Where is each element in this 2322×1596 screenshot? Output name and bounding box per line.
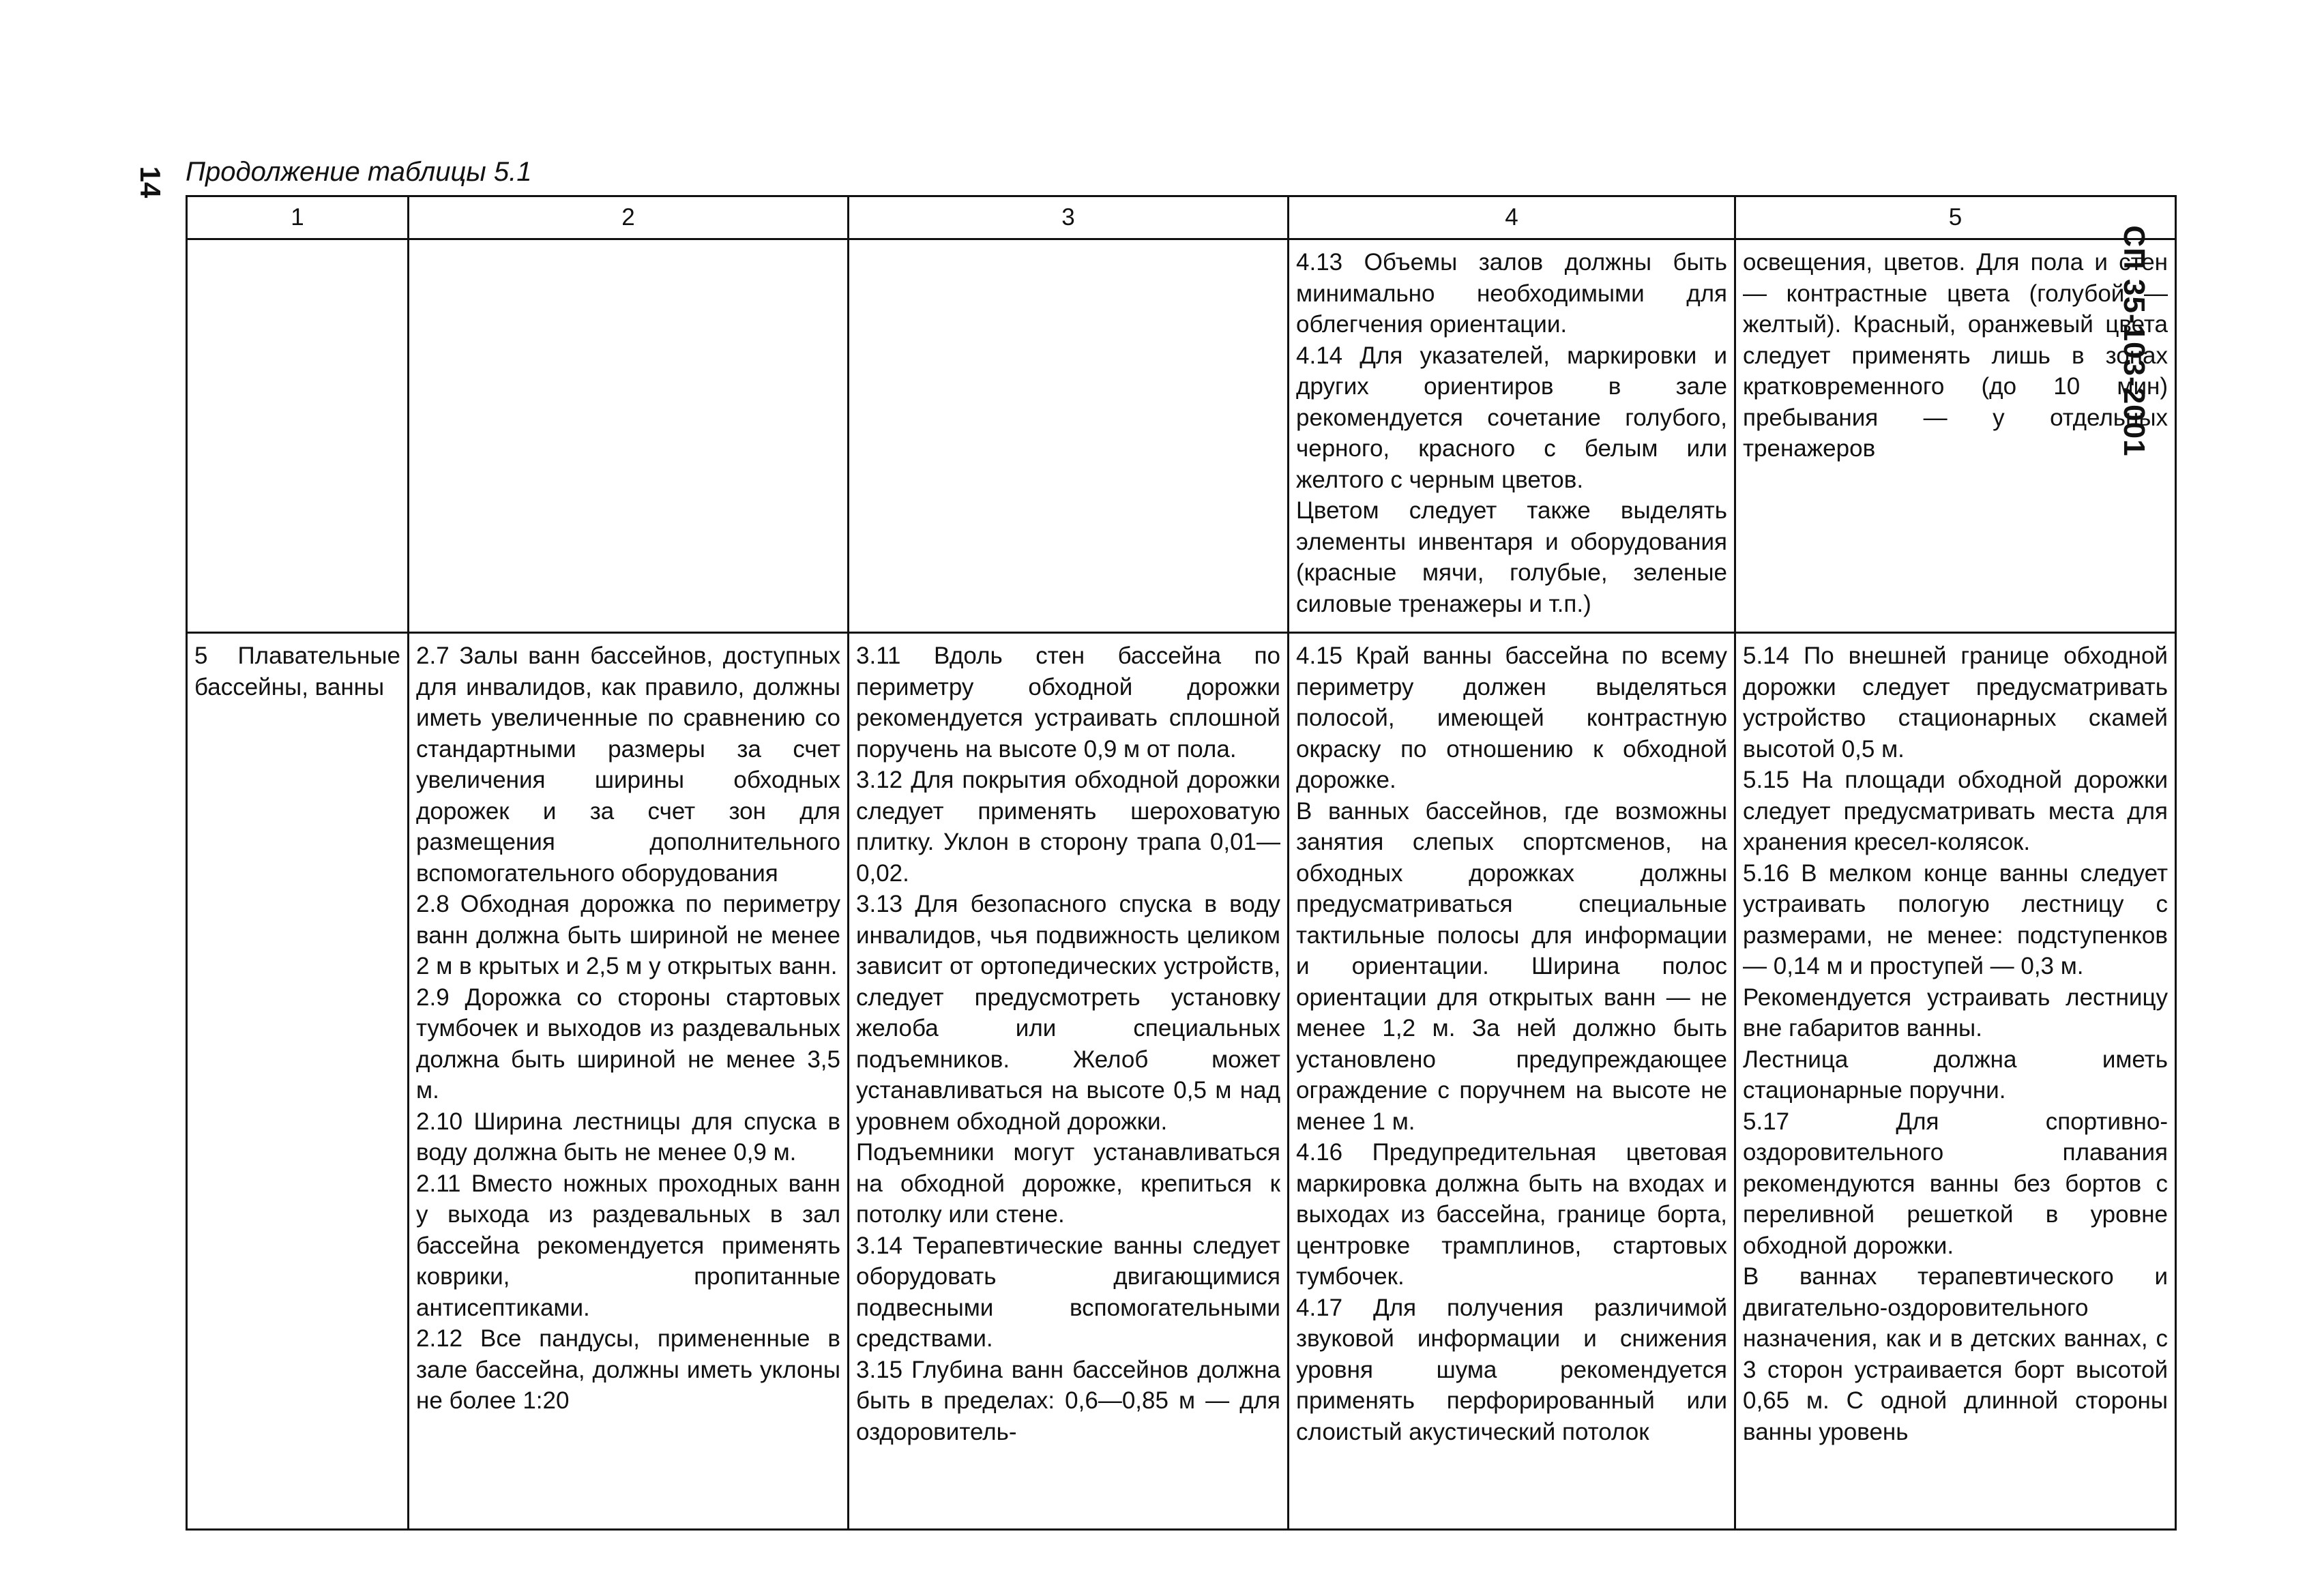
cell-paragraph: 4.17 Для получения различимой звуковой информации и снижения уровня шума рекомендуется применять перфорированный или слоистый акустический потолок <box>1296 1294 1727 1445</box>
cell-paragraph: 3.14 Терапевтические ванны следует оборудовать двигающимися подвесными вспомогательными средствами. <box>856 1232 1280 1352</box>
requirements-table <box>186 195 2177 1531</box>
cell-paragraph: 5 Плавательные бассейны, ванны <box>194 642 400 700</box>
cell-paragraph: 4.16 Предупредительная цветовая маркировка должна быть на входах и выходах из бассейна, границе борта, центровке трамплинов, стартовых тумбочек. <box>1296 1139 1727 1290</box>
cell-paragraph: 4.15 Край ванны бассейна по всему периметру должен выделяться полосой, имеющей контрастную окраску по отношению к обходной дорожке. <box>1296 642 1727 793</box>
table-cell <box>849 633 1289 1530</box>
table-cell <box>409 239 849 633</box>
table-continuation-title: Продолжение таблицы 5.1 <box>186 157 532 187</box>
header-cell-2: 2 <box>409 196 849 239</box>
table-cell <box>187 633 409 1530</box>
cell-paragraph: Лестница должна иметь стационарные поручни. <box>1743 1046 2168 1104</box>
table-cell <box>849 239 1289 633</box>
cell-paragraph: В ванных бассейнов, где возможны занятия слепых спортсменов, на обходных дорожках должны предусматриваться специальные тактильные полосы для информации и ориентации. Ширина полос ориентации для открытых ванн — не менее 1,2 м. За ней должно быть установлено предупреждающее ограждение с поручнем на высоте не менее 1 м. <box>1296 797 1727 1135</box>
cell-paragraph: 2.7 Залы ванн бассейнов, доступных для инвалидов, как правило, должны иметь увеличенные по сравнению со стандартными размеры за счет увеличения ширины обходных дорожек и за счет зон для размещения дополнительного вспомогательного оборудования <box>416 642 840 887</box>
cell-paragraph: 3.15 Глубина ванн бассейнов должна быть в пределах: 0,6—0,85 м — для оздоровитель- <box>856 1356 1280 1445</box>
cell-paragraph: В ваннах терапевтического и двигательно-оздоровительного назначения, как и в детских ваннах, с 3 сторон устраивается борт высотой 0,65 м. С одной длинной стороны ванны уровень <box>1743 1263 2168 1445</box>
cell-paragraph: 2.10 Ширина лестницы для спуска в воду должна быть не менее 0,9 м. <box>416 1108 840 1166</box>
cell-paragraph: 3.11 Вдоль стен бассейна по периметру обходной дорожки рекомендуется устраивать сплошной поручень на высоте 0,9 м от пола. <box>856 642 1280 763</box>
cell-paragraph: 5.17 Для спортивно-оздоровительного плавания рекомендуются ванны без бортов с переливной решеткой в уровне обходной дорожки. <box>1743 1108 2168 1259</box>
cell-paragraph: освещения, цветов. Для пола и стен — контрастные цвета (голубой — желтый). Красный, оранжевый цвета следует применять лишь в зонах кратковременного (до 10 мин) пребывания — у отдельных тренажеров <box>1743 249 2168 462</box>
header-cell-4: 4 <box>1289 196 1735 239</box>
table-cell <box>1289 239 1735 633</box>
cell-paragraph: 4.13 Объемы залов должны быть минимально необходимыми для облегчения ориентации. <box>1296 249 1727 338</box>
cell-paragraph: 5.15 На площади обходной дорожки следует предусматривать места для хранения кресел-колясок. <box>1743 767 2168 855</box>
page-number: 14 <box>134 166 166 198</box>
table-cell <box>409 633 849 1530</box>
cell-paragraph: 2.11 Вместо ножных проходных ванн у выхода из раздевальных в зал бассейна рекомендуется применять коврики, пропитанные антисептиками. <box>416 1170 840 1321</box>
table-cell <box>1289 633 1735 1530</box>
cell-paragraph: Подъемники могут устанавливаться на обходной дорожке, крепиться к потолку или стене. <box>856 1139 1280 1228</box>
document-code: СП 35-103-2001 <box>2117 225 2151 457</box>
header-cell-3: 3 <box>849 196 1289 239</box>
cell-paragraph: 3.12 Для покрытия обходной дорожки следует применять шероховатую плитку. Уклон в сторону трапа 0,01—0,02. <box>856 767 1280 887</box>
header-cell-1: 1 <box>187 196 409 239</box>
table-cell <box>1735 239 2176 633</box>
cell-paragraph: 4.14 Для указателей, маркировки и других ориентиров в зале рекомендуется сочетание голубого, черного, красного с белым или желтого с черным цветов. <box>1296 342 1727 493</box>
table-cell <box>187 239 409 633</box>
cell-paragraph: Рекомендуется устраивать лестницу вне габаритов ванны. <box>1743 984 2168 1041</box>
table-header-row <box>187 196 2176 239</box>
cell-paragraph: 5.14 По внешней границе обходной дорожки следует предусматривать устройство стационарных скамей высотой 0,5 м. <box>1743 642 2168 763</box>
cell-paragraph: 3.13 Для безопасного спуска в воду инвалидов, чья подвижность целиком зависит от ортопедических устройств, следует предусмотреть установку желоба или специальных подъемников. Желоб может устанавливаться на высоте 0,5 м над уровнем обходной дорожки. <box>856 891 1280 1135</box>
header-cell-5: 5 <box>1735 196 2176 239</box>
cell-paragraph: 2.9 Дорожка со стороны стартовых тумбочек и выходов из раздевальных должна быть шириной не менее 3,5 м. <box>416 984 840 1104</box>
cell-paragraph: 5.16 В мелком конце ванны следует устраивать пологую лестницу с размерами, не менее: подступенков — 0,14 м и проступей — 0,3 м. <box>1743 859 2168 979</box>
cell-paragraph: 2.12 Все пандусы, примененные в зале бассейна, должны иметь уклоны не более 1:20 <box>416 1325 840 1414</box>
cell-paragraph: Цветом следует также выделять элементы инвентаря и оборудования (красные мячи, голубые, зеленые силовые тренажеры и т.п.) <box>1296 497 1727 617</box>
table-row <box>187 239 2176 633</box>
table-cell <box>1735 633 2176 1530</box>
table-row <box>187 633 2176 1530</box>
cell-paragraph: 2.8 Обходная дорожка по периметру ванн должна быть шириной не менее 2 м в крытых и 2,5 м у открытых ванн. <box>416 891 840 979</box>
